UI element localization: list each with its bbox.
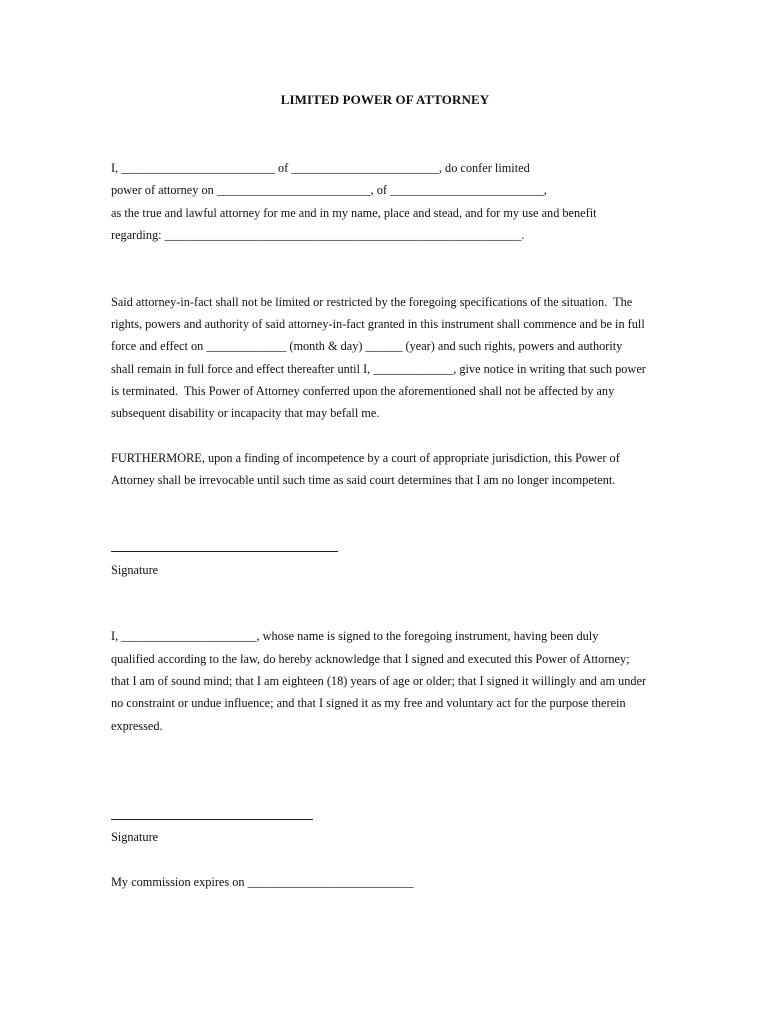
- paragraph4-line: I, ______________________, whose name is signed to the foregoing instrument, having been duly: [111, 629, 599, 643]
- signature1-label: Signature: [111, 563, 159, 577]
- paragraph2-line: force and effect on _____________ (month & day) ______ (year) and such rights, powers and authority: [111, 339, 623, 353]
- signature2-label: Signature: [111, 830, 159, 844]
- paragraph3-line: FURTHERMORE, upon a finding of incompetence by a court of appropriate jurisdiction, this Power of: [111, 451, 620, 465]
- paragraph2-line: is terminated. This Power of Attorney conferred upon the aforementioned shall not be affected by any: [111, 384, 615, 398]
- paragraph4-line: that I am of sound mind; that I am eighteen (18) years of age or older; that I signed it willingly and am under: [111, 674, 647, 688]
- signature1-line: [111, 551, 338, 552]
- paragraph4-line: no constraint or undue influence; and that I signed it as my free and voluntary act for the purpose therein: [111, 696, 626, 710]
- paragraph1-line: regarding: __________________________________________________________.: [111, 228, 525, 242]
- paragraph1-line: as the true and lawful attorney for me and in my name, place and stead, and for my use and benefit: [111, 206, 597, 220]
- paragraph2-line: Said attorney-in-fact shall not be limited or restricted by the foregoing specifications of the situation. The: [111, 295, 633, 309]
- paragraph2-line: shall remain in full force and effect thereafter until I, _____________, give notice in writing that such power: [111, 362, 646, 376]
- paragraph4-line: expressed.: [111, 719, 163, 733]
- paragraph2-line: subsequent disability or incapacity that may befall me.: [111, 406, 380, 420]
- paragraph4-line: qualified according to the law, do hereby acknowledge that I signed and executed this Power of Attorney;: [111, 652, 630, 666]
- paragraph3-line: Attorney shall be irrevocable until such time as said court determines that I am no longer incompetent.: [111, 473, 616, 487]
- commission-expires-line: My commission expires on ___________________________: [111, 875, 414, 889]
- paragraph1-line: I, _________________________ of ________________________, do confer limited: [111, 161, 530, 175]
- paragraph1-line: power of attorney on _________________________, of _________________________,: [111, 183, 547, 197]
- signature2-line: [111, 819, 313, 820]
- document-title: LIMITED POWER OF ATTORNEY: [280, 92, 490, 107]
- paragraph2-line: rights, powers and authority of said attorney-in-fact granted in this instrument shall commence and be in full: [111, 317, 645, 331]
